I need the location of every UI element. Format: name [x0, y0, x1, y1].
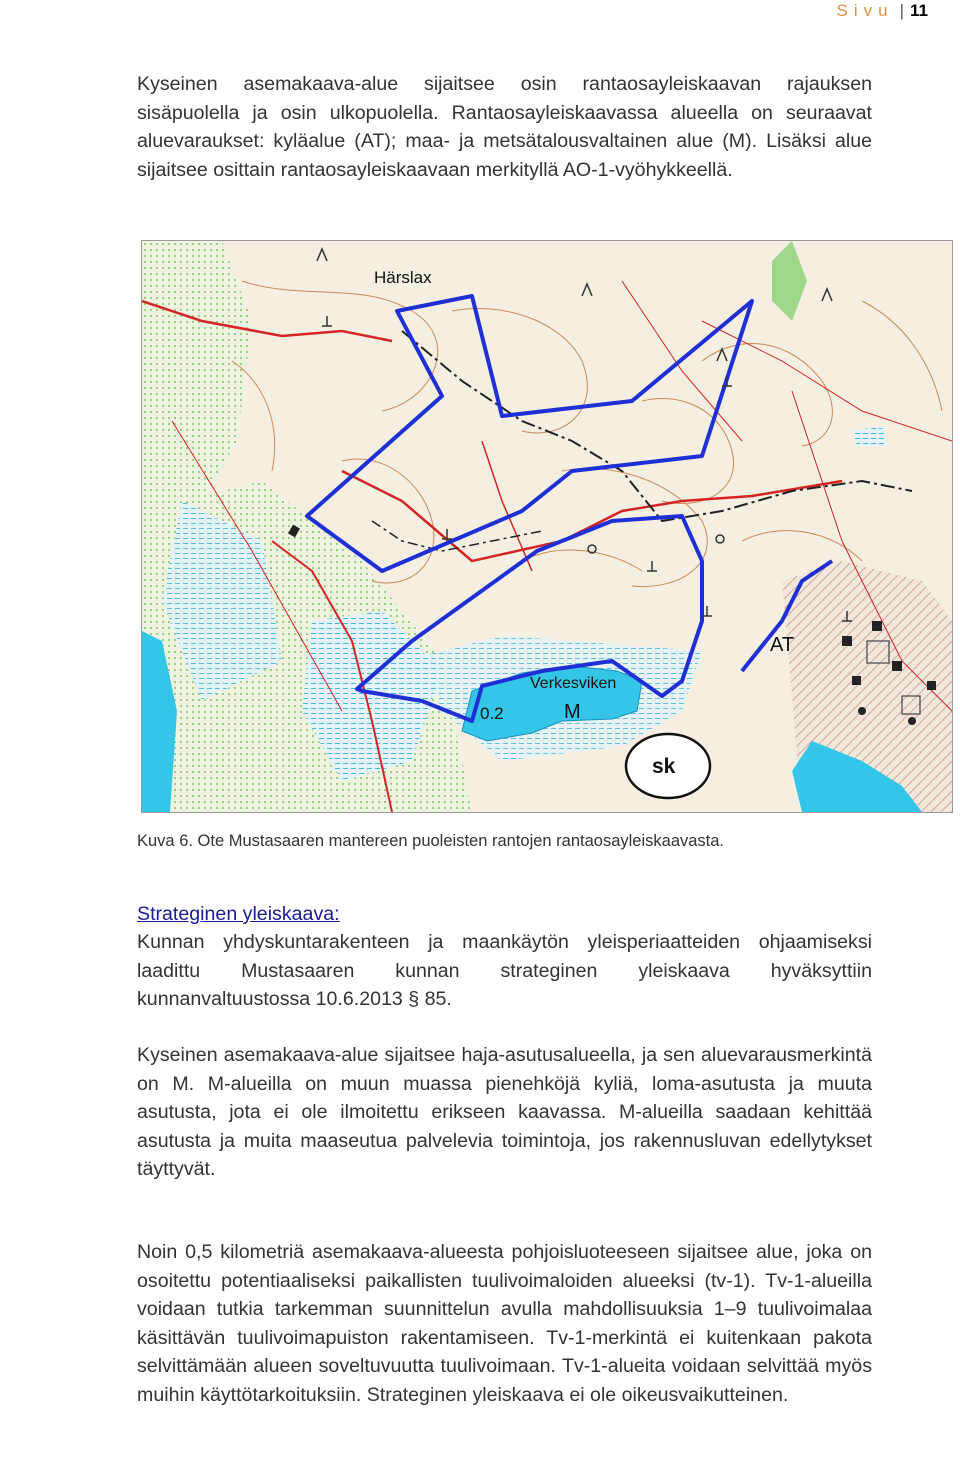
- page-header: [837, 0, 928, 22]
- label-m: M: [564, 701, 581, 723]
- label-0-2: 0.2: [480, 704, 504, 723]
- label-sk: sk: [652, 755, 676, 778]
- intro-paragraph-text: Kyseinen asemakaava-alue sijaitsee osin rantaosayleiskaavan rajauksen sisäpuolella ja osin ulkopuolella. Rantaosayleiskaavassa alueella on seuraavat aluevaraukset: kyläalue (AT); maa- ja metsätalousvaltainen alue (M). Lisäksi alue sijaitsee osittain rantaosayleiskaavaan merkityllä AO-1-vyöhykkeellä.: [137, 73, 872, 181]
- plan-map-svg: [142, 241, 952, 812]
- intro-paragraph: [137, 70, 872, 184]
- strategic-plan-paragraph: [137, 928, 872, 1014]
- label-harslax: Härslax: [374, 268, 432, 287]
- section-heading: Strateginen yleiskaava:: [137, 903, 340, 925]
- m-area-paragraph: [137, 1041, 872, 1184]
- page-word: Sivu: [836, 1, 894, 20]
- label-at: AT: [770, 634, 795, 656]
- header-divider: |: [899, 1, 905, 20]
- wind-power-paragraph-text: Noin 0,5 kilometriä asemakaava-alueesta pohjoisluoteeseen sijaitsee alue, joka on osoitettu potentiaaliseksi paikallisten tuulivoimaloiden alueeksi (tv-1). Tv-1-alueilla voidaan tutkia tarkemman suunnittelun avulla mahdollisuuksia 1–9 tuulivoimalaa käsittävän tuulivoimapuiston rakentamiseen. Tv-1-merkintä ei kuitenkaan pakota selvittämään alueen soveltuvuutta tuulivoimaan. Tv-1-alueita voidaan selvittää myös muihin käyttötarkoituksiin. Strateginen yleiskaava ei ole oikeusvaikutteinen.: [137, 1241, 872, 1406]
- plan-map: [141, 240, 953, 813]
- label-verkesviken: Verkesviken: [530, 675, 617, 692]
- m-area-paragraph-text: Kyseinen asemakaava-alue sijaitsee haja-asutusalueella, ja sen aluevarausmerkintä on M. M-alueilla on muun muassa pienehköjä kyliä, loma-asutusta ja muuta asutusta, jota ei ole ilmoitettu erikseen kaavassa. M-alueilla saadaan kehittää asutusta ja muita maaseutua palvelevia toimintoja, jos rakennusluvan edellytykset täyttyvät.: [137, 1044, 872, 1180]
- figure-caption: Kuva 6. Ote Mustasaaren mantereen puoleisten rantojen rantaosayleiskaavasta.: [137, 832, 725, 850]
- page-number: 11: [910, 1, 928, 20]
- wind-power-paragraph: [137, 1238, 872, 1409]
- strategic-plan-paragraph-text: Kunnan yhdyskuntarakenteen ja maankäytön yleisperiaatteiden ohjaamiseksi laadittu Mustasaaren kunnan strateginen yleiskaava hyväksyttiin kunnanvaltuustossa 10.6.2013 § 85.: [137, 931, 872, 1010]
